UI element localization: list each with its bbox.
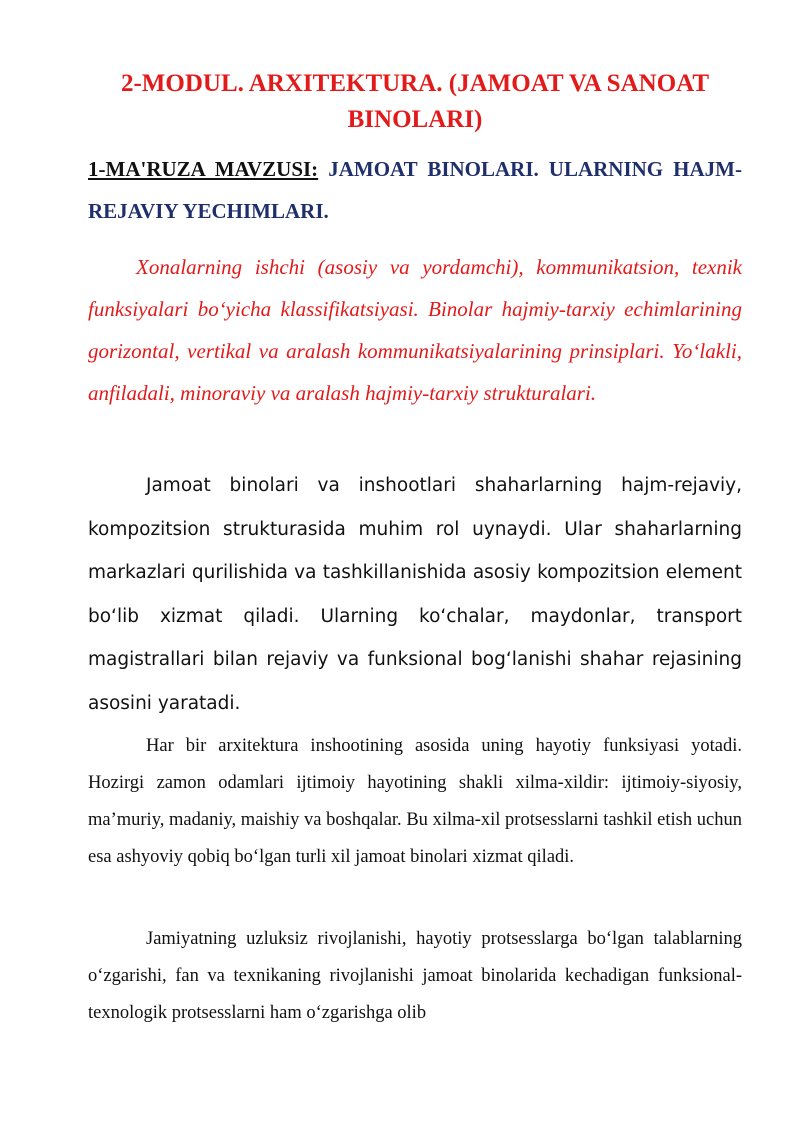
module-title: 2-MODUL. ARXITEKTURA. (JAMOAT VA SANOAT BINOLARI) — [120, 70, 710, 133]
lecture-topic: JAMOAT BINOLARI. ULARNING HAJM-REJAVIY YECHIMLARI. — [88, 157, 742, 223]
body-paragraph-2: Har bir arxitektura inshootining asosida uning hayotiy funksiyasi yotadi. Hozirgi zamon odamlari ijtimoiy hayotining shakli xilma-xildir: ijtimoiy-siyosiy, ma’muriy, madaniy, maishiy va boshqalar. Bu xilma-xil protsesslarni tashkil etish uchun esa ashyoviy qobiq bo‘lgan turli xil jamoat binolari xizmat qiladi. — [88, 736, 742, 867]
lecture-label: 1-MA'RUZA MAVZUSI: — [88, 157, 319, 181]
lecture-intro: Xonalarning ishchi (asosiy va yordamchi), kommunikatsion, texnik funksiyalari bo‘yicha klassifikatsiyasi. Binolar hajmiy-tarxiy echimlarining gorizontal, vertikal va aralash kommunikatsiyalarining prinsiplari. Yo‘lakli, anfiladali, minoraviy va aralash hajmiy-tarxiy strukturalari. — [88, 255, 742, 405]
lecture-heading — [88, 148, 742, 232]
body-paragraph-3: Jamiyatning uzluksiz rivojlanishi, hayotiy protsesslarga bo‘lgan talablarning o‘zgarishi, fan va texnikaning rivojlanishi jamoat binolarida kechadigan funksional-texnologik protsesslarni ham o‘zgarishga olib — [88, 929, 742, 1023]
body-paragraph-1: Jamoat binolari va inshootlari shaharlarning hajm-rejaviy, kompozitsion strukturasida muhim rol uynaydi. Ular shaharlarning markazlari qurilishida va tashkillanishida asosiy kompozitsion element bo‘lib xizmat qiladi. Ularning ko‘chalar, maydonlar, transport magistrallari bilan rejaviy va funksional bog‘lanishi shahar rejasining asosini yaratadi. — [88, 475, 742, 714]
